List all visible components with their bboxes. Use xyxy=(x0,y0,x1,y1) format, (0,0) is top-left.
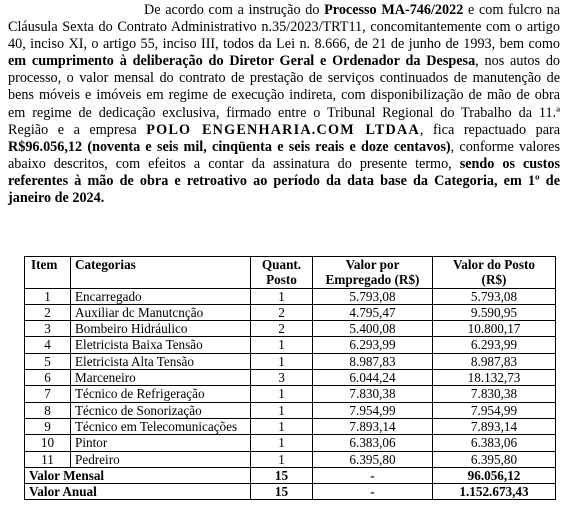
cell-quant: 1 xyxy=(251,451,313,467)
table-row xyxy=(25,288,556,304)
cell-categoria: Encarregado xyxy=(71,288,251,304)
cell-categoria: Eletricista Baixa Tensão xyxy=(71,337,251,353)
cell-item: 7 xyxy=(25,386,71,402)
cost-table xyxy=(24,256,556,500)
total-valor-posto: 1.152.673,43 xyxy=(433,484,556,500)
table-row xyxy=(25,353,556,369)
table-row xyxy=(25,321,556,337)
cell-valor-empregado: 6.395,80 xyxy=(313,451,433,467)
cell-valor-empregado: 4.795,47 xyxy=(313,304,433,320)
text-segment: , conforme valores abaixo descritos, com efeitos a contar da assinatura do presente termo, xyxy=(8,138,560,172)
cell-valor-empregado: 8.987,83 xyxy=(313,353,433,369)
cell-item: 4 xyxy=(25,337,71,353)
cell-quant: 2 xyxy=(251,304,313,320)
table-row xyxy=(25,370,556,386)
cell-quant: 1 xyxy=(251,353,313,369)
cell-valor-posto: 8.987,83 xyxy=(433,353,556,369)
cell-item: 9 xyxy=(25,418,71,434)
cell-categoria: Bombeiro Hidráulico xyxy=(71,321,251,337)
header-item: Item xyxy=(25,257,71,289)
contract-value: R$96.056,12 (noventa e seis mil, cinqüenta e seis reais e doze centavos) xyxy=(8,138,451,155)
table-row xyxy=(25,304,556,320)
total-quant: 15 xyxy=(251,467,313,483)
total-valor-empregado: - xyxy=(313,484,433,500)
company-name: POLO ENGENHARIA.COM LTDAA xyxy=(146,121,420,138)
cell-item: 2 xyxy=(25,304,71,320)
total-quant: 15 xyxy=(251,484,313,500)
contract-paragraph xyxy=(8,2,560,207)
text-segment: , nos autos do processo, o valor mensal do contrato de prestação de serviços continuados de manutenção de bens móveis e imóveis em regime de execução indireta, com disponibilização de mão de obra em regime de dedicação exclusiva, firmado entre o Tribunal Regional do Trabalho da 11.ª Região e a empresa xyxy=(8,53,561,138)
total-row xyxy=(25,484,556,500)
cell-valor-posto: 6.293,99 xyxy=(433,337,556,353)
cell-categoria: Técnico de Sonorização xyxy=(71,402,251,418)
table-row xyxy=(25,435,556,451)
cell-categoria: Técnico de Refrigeração xyxy=(71,386,251,402)
total-row xyxy=(25,467,556,483)
cell-valor-posto: 10.800,17 xyxy=(433,321,556,337)
table-row xyxy=(25,418,556,434)
cell-quant: 1 xyxy=(251,435,313,451)
table-row xyxy=(25,386,556,402)
cell-quant: 1 xyxy=(251,402,313,418)
cell-categoria: Auxiliar dc Manutcnção xyxy=(71,304,251,320)
header-quant-posto: Quant. Posto xyxy=(251,257,313,289)
cell-valor-posto: 9.590,95 xyxy=(433,304,556,320)
cell-item: 11 xyxy=(25,451,71,467)
cell-valor-posto: 18.132,73 xyxy=(433,370,556,386)
table-header-row xyxy=(25,257,556,289)
retroactive-clause: sendo os custos referentes à mão de obra e retroativo ao período da data base da Categoria, em 1º de janeiro de 2024. xyxy=(8,155,561,207)
cell-valor-empregado: 7.893,14 xyxy=(313,418,433,434)
table-body xyxy=(25,288,556,500)
total-label: Valor Mensal xyxy=(25,467,251,483)
cell-quant: 2 xyxy=(251,321,313,337)
cell-categoria: Marceneiro xyxy=(71,370,251,386)
cell-categoria: Pintor xyxy=(71,435,251,451)
cell-item: 5 xyxy=(25,353,71,369)
table-row xyxy=(25,402,556,418)
header-valor-posto: Valor do Posto (R$) xyxy=(433,257,556,289)
total-valor-empregado: - xyxy=(313,467,433,483)
cell-valor-empregado: 5.400,08 xyxy=(313,321,433,337)
text-segment: De acordo com a instrução do xyxy=(144,2,325,18)
cell-categoria: Eletricista Alta Tensão xyxy=(71,353,251,369)
cell-valor-posto: 7.830,38 xyxy=(433,386,556,402)
header-categorias: Categorias xyxy=(71,257,251,289)
cell-quant: 1 xyxy=(251,418,313,434)
cell-item: 10 xyxy=(25,435,71,451)
cell-categoria: Técnico em Telecomunicações xyxy=(71,418,251,434)
cell-valor-posto: 5.793,08 xyxy=(433,288,556,304)
cell-quant: 1 xyxy=(251,337,313,353)
cell-valor-empregado: 7.830,38 xyxy=(313,386,433,402)
cell-valor-empregado: 6.293,99 xyxy=(313,337,433,353)
cell-valor-empregado: 7.954,99 xyxy=(313,402,433,418)
table-row xyxy=(25,337,556,353)
cell-item: 8 xyxy=(25,402,71,418)
deliberation-text: em cumprimento à deliberação do Diretor Geral e Ordenador da Despesa xyxy=(8,53,476,70)
table-row xyxy=(25,451,556,467)
cell-quant: 1 xyxy=(251,288,313,304)
cell-item: 3 xyxy=(25,321,71,337)
cell-valor-posto: 6.383,06 xyxy=(433,435,556,451)
cell-valor-empregado: 6.383,06 xyxy=(313,435,433,451)
header-valor-empregado: Valor por Empregado (R$) xyxy=(313,257,433,289)
text-segment: , fica repactuado para xyxy=(419,121,561,138)
cell-valor-posto: 6.395,80 xyxy=(433,451,556,467)
cell-item: 1 xyxy=(25,288,71,304)
process-number: Processo MA-746/2022 xyxy=(324,2,464,18)
cell-valor-empregado: 6.044,24 xyxy=(313,370,433,386)
text-segment: e com fulcro na Cláusula Sexta do Contrato Administrativo n.35/2023/TRT11, concomitantemente com o artigo 40, inciso XI, o artigo 55, inciso III, todos da Lei n. 8.666, de 21 de junho de 1993, bem como xyxy=(8,2,560,53)
cell-quant: 3 xyxy=(251,370,313,386)
cell-valor-posto: 7.954,99 xyxy=(433,402,556,418)
cell-item: 6 xyxy=(25,370,71,386)
total-label: Valor Anual xyxy=(25,484,251,500)
total-valor-posto: 96.056,12 xyxy=(433,467,556,483)
cell-valor-empregado: 5.793,08 xyxy=(313,288,433,304)
cell-categoria: Pedreiro xyxy=(71,451,251,467)
cell-quant: 1 xyxy=(251,386,313,402)
cell-valor-posto: 7.893,14 xyxy=(433,418,556,434)
